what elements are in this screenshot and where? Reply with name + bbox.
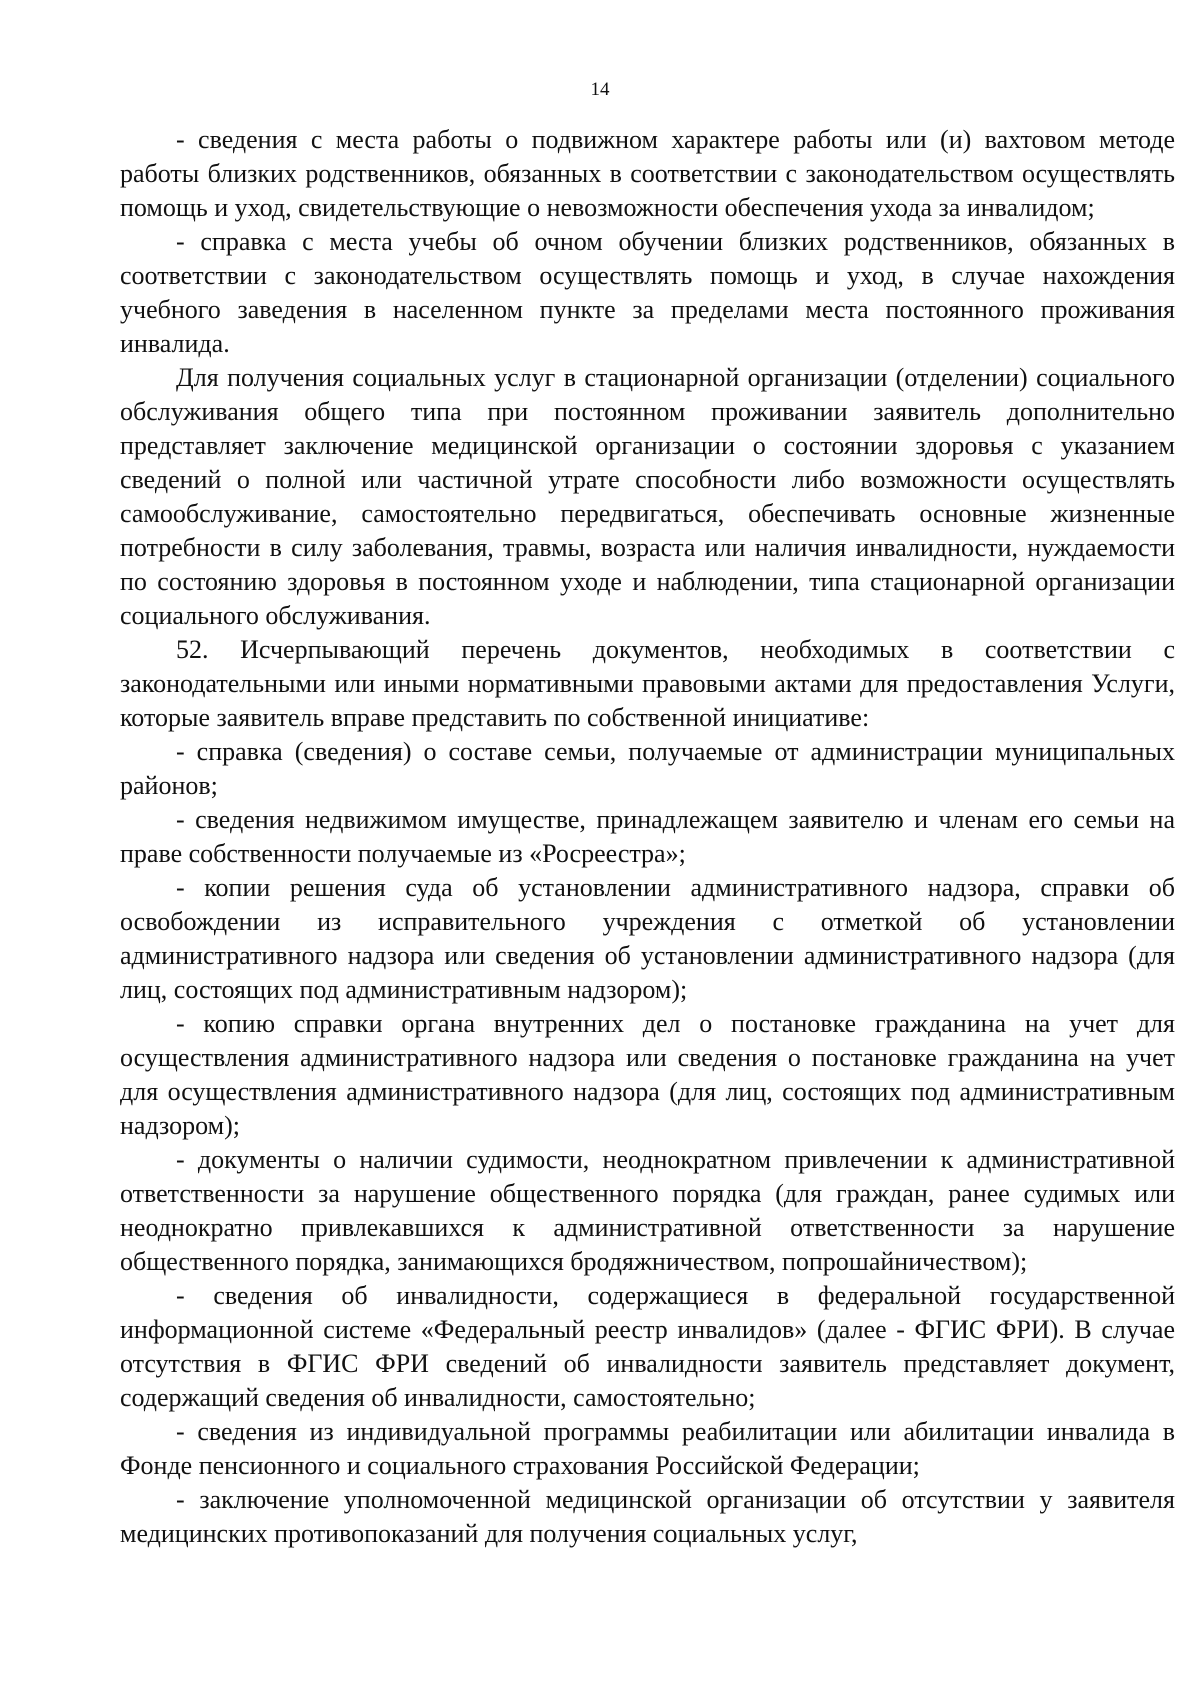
- paragraph-medical-conclusion: - заключение уполномоченной медицинской организации об отсутствии у заявителя медицинских противопоказаний для получения социальных услуг,: [120, 1485, 1175, 1548]
- paragraph-disability-info: - сведения об инвалидности, содержащиеся в федеральной государственной информационной системе «Федеральный реестр инвалидов» (далее - ФГИС ФРИ). В случае отсутствия в ФГИС ФРИ сведений об инвалидности заявитель представляет документ, содержащий сведения об инвалидности, самостоятельно;: [120, 1281, 1175, 1412]
- paragraph-work-info: - сведения с места работы о подвижном характере работы или (и) вахтовом методе работы близких родственников, обязанных в соответствии с законодательством осуществлять помощь и уход, свидетельствующие о невозможности обеспечения ухода за инвалидом;: [120, 125, 1175, 222]
- paragraph-criminal-record: - документы о наличии судимости, неоднократном привлечении к административной ответственности за нарушение общественного порядка (для граждан, ранее судимых или неоднократно привлекавшихся к административной ответственности за нарушение общественного порядка, занимающихся бродяжничеством, попрошайничеством);: [120, 1145, 1175, 1276]
- paragraph-rehabilitation-program: - сведения из индивидуальной программы реабилитации или абилитации инвалида в Фонде пенсионного и социального страхования Российской Федерации;: [120, 1417, 1175, 1480]
- paragraph-study-certificate: - справка с места учебы об очном обучении близких родственников, обязанных в соответствии с законодательством осуществлять помощь и уход, в случае нахождения учебного заведения в населенном пункте за пределами места постоянного проживания инвалида.: [120, 227, 1175, 358]
- paragraph-real-estate: - сведения недвижимом имуществе, принадлежащем заявителю и членам его семьи на праве собственности получаемые из «Росреестра»;: [120, 805, 1175, 868]
- paragraph-family-composition: - справка (сведения) о составе семьи, получаемые от администрации муниципальных районов;: [120, 737, 1175, 800]
- paragraph-52-documents-list: 52. Исчерпывающий перечень документов, необходимых в соответствии с законодательными или иными нормативными правовыми актами для предоставления Услуги, которые заявитель вправе представить по собственной инициативе:: [120, 635, 1175, 732]
- document-body: [120, 123, 1175, 1551]
- page-number: 14: [590, 79, 610, 100]
- paragraph-stationary-organization: Для получения социальных услуг в стационарной организации (отделении) социального обслуживания общего типа при постоянном проживании заявитель дополнительно представляет заключение медицинской организации о состоянии здоровья с указанием сведений о полной или частичной утрате способности либо возможности осуществлять самообслуживание, самостоятельно передвигаться, обеспечивать основные жизненные потребности в силу заболевания, травмы, возраста или наличия инвалидности, нуждаемости по состоянию здоровья в постоянном уходе и наблюдении, типа стационарной организации социального обслуживания.: [120, 363, 1175, 630]
- paragraph-court-decision: - копии решения суда об установлении административного надзора, справки об освобождении из исправительного учреждения с отметкой об установлении административного надзора или сведения об установлении административного надзора (для лиц, состоящих под административным надзором);: [120, 873, 1175, 1004]
- paragraph-police-registration: - копию справки органа внутренних дел о постановке гражданина на учет для осуществления административного надзора или сведения о постановке гражданина на учет для осуществления административного надзора (для лиц, состоящих под административным надзором);: [120, 1009, 1175, 1140]
